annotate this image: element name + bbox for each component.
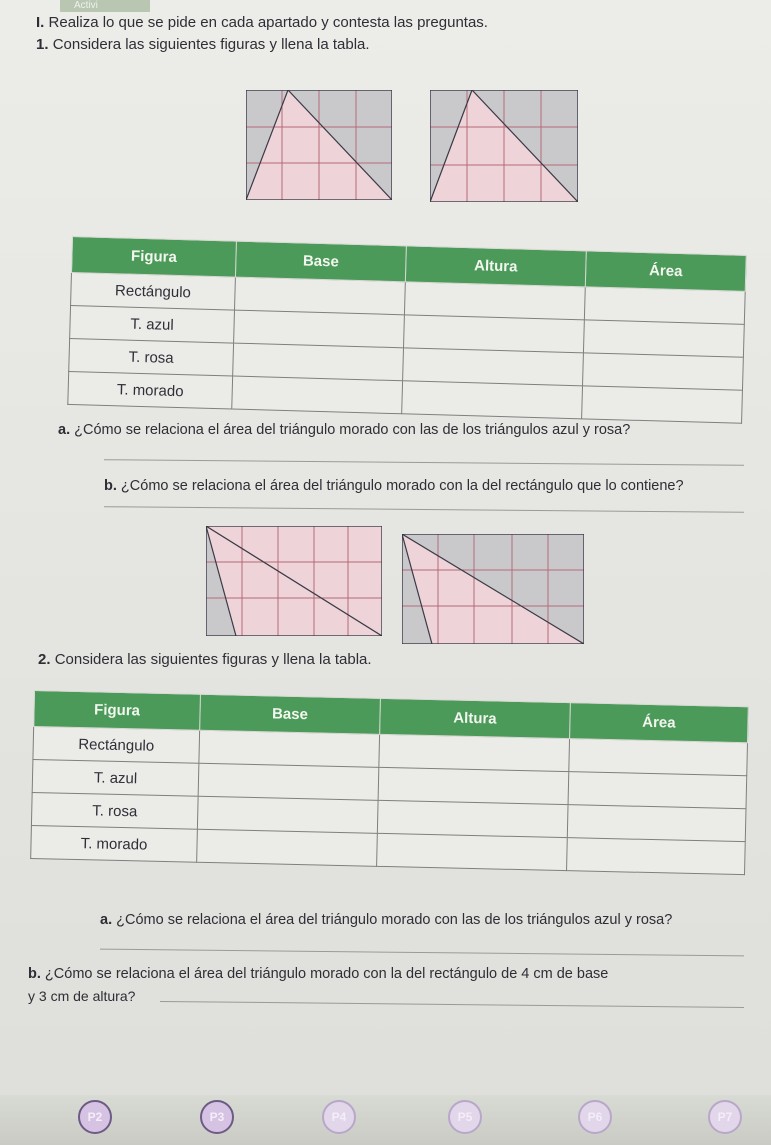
table-1-cell[interactable] (582, 386, 743, 423)
table-2 (30, 690, 749, 875)
figure-rectangle-1b (430, 90, 578, 202)
question-2b (28, 966, 608, 982)
table-2-row-label: T. morado (31, 825, 198, 862)
bottom-progress-band (0, 1095, 771, 1145)
question-1b-letter: b. (104, 478, 117, 494)
table-1-header-base: Base (235, 241, 406, 282)
question-2a-text: ¿Cómo se relaciona el área del triángulo morado con las de los triángulos azul y rosa? (116, 912, 673, 928)
table-2-cell[interactable] (567, 805, 746, 842)
answer-line-1b[interactable] (104, 506, 744, 513)
table-1-row-label: T. morado (68, 371, 233, 409)
question-2a-letter: a. (100, 912, 113, 928)
table-2-row-label: T. rosa (31, 792, 198, 829)
question-1a-letter: a. (58, 422, 71, 438)
question-2b-letter: b. (28, 966, 41, 982)
progress-marker-icon: P6 (578, 1100, 612, 1134)
progress-marker-icon: P5 (448, 1100, 482, 1134)
progress-marker-icon: P7 (708, 1100, 742, 1134)
question-1b (104, 478, 684, 494)
question-2b-line2 (28, 988, 135, 1004)
table-1 (67, 236, 746, 424)
figure-rectangle-2a (206, 526, 382, 636)
table-1-row-label: T. rosa (69, 338, 234, 376)
table-2-cell[interactable] (198, 763, 379, 800)
table-2-cell[interactable] (567, 838, 746, 875)
table-2-cell[interactable] (378, 767, 569, 804)
table-2-cell[interactable] (197, 829, 378, 866)
question-2-number: 2. (38, 651, 51, 668)
table-1-cell[interactable] (404, 315, 585, 353)
question-2b-text-line1: ¿Cómo se relaciona el área del triángulo morado con la del rectángulo de 4 cm de base (44, 966, 609, 982)
table-1-cell[interactable] (234, 277, 405, 315)
question-2b-text-line2: y 3 cm de altura? (28, 988, 136, 1004)
question-1a-text: ¿Cómo se relaciona el área del triángulo morado con las de los triángulos azul y rosa? (74, 422, 631, 438)
main-instruction (36, 14, 488, 31)
table-2-cell[interactable] (569, 739, 748, 776)
table-1-header-area: Área (585, 251, 746, 291)
table-2-row-label: Rectángulo (33, 727, 200, 764)
table-1-cell[interactable] (402, 381, 583, 419)
table-1-cell[interactable] (583, 353, 744, 390)
question-1-number: 1. (36, 36, 49, 53)
main-instruction-text: Realiza lo que se pide en cada apartado y contesta las preguntas. (48, 14, 488, 31)
table-2-header-figura: Figura (34, 691, 201, 731)
question-1b-text: ¿Cómo se relaciona el área del triángulo morado con la del rectángulo que lo contiene? (120, 478, 684, 494)
table-1-cell[interactable] (232, 376, 403, 414)
table-2-header-base: Base (200, 694, 381, 734)
table-1-cell[interactable] (233, 343, 404, 381)
table-1-header-altura: Altura (405, 246, 586, 287)
question-2-title (38, 651, 372, 668)
table-2-cell[interactable] (199, 730, 380, 767)
figure-rectangle-2b (402, 534, 584, 644)
main-instruction-number: I. (36, 14, 45, 31)
activity-tab: Activi (60, 0, 150, 12)
progress-marker-icon: P4 (322, 1100, 356, 1134)
table-2-header-area: Área (570, 703, 749, 743)
table-2-cell[interactable] (197, 796, 378, 833)
answer-line-2b[interactable] (160, 1001, 744, 1008)
progress-marker-icon: P2 (78, 1100, 112, 1134)
question-1-title (36, 36, 370, 53)
table-2-row-label: T. azul (32, 759, 199, 796)
table-1-header-figura: Figura (71, 237, 236, 278)
table-2-cell[interactable] (568, 772, 747, 809)
table-1-cell[interactable] (403, 348, 584, 386)
question-2-text: Considera las siguientes figuras y llena la tabla. (54, 651, 372, 668)
table-1-row-label: T. azul (70, 305, 235, 343)
answer-line-2a[interactable] (100, 949, 744, 957)
answer-line-1a[interactable] (104, 459, 744, 466)
table-1-cell[interactable] (583, 320, 744, 357)
table-1-row-label: Rectángulo (71, 272, 236, 310)
question-1-text: Considera las siguientes figuras y llena la tabla. (52, 36, 370, 53)
question-2a (100, 912, 672, 928)
table-1-cell[interactable] (404, 282, 585, 320)
question-1a (58, 422, 630, 438)
table-2-header-altura: Altura (380, 698, 571, 738)
table-2-cell[interactable] (379, 734, 570, 771)
figure-rectangle-1a (246, 90, 392, 200)
table-2-cell[interactable] (377, 833, 568, 870)
progress-marker-icon: P3 (200, 1100, 234, 1134)
table-2-cell[interactable] (377, 800, 568, 837)
table-1-cell[interactable] (584, 287, 745, 324)
table-1-cell[interactable] (234, 310, 405, 348)
